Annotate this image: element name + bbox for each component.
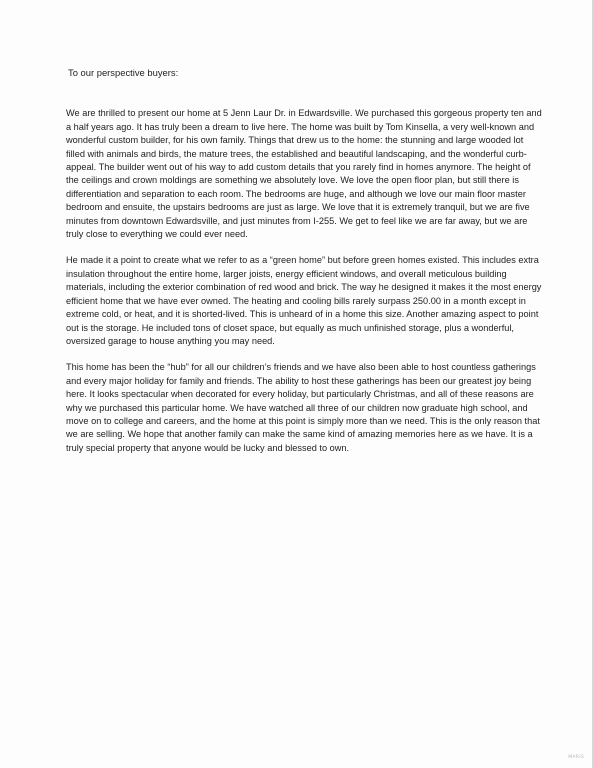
paragraph-hub: This home has been the “hub” for all our children’s friends and we have also been able to host countless gatherings and every major holiday for family and friends. The ability to host these gatherings has been our greatest joy being here. It looks spectacular when decorated for every holiday, but particularly Christmas, and all of these reasons are why we purchased this particular home. We have watched all three of our children now graduate high school, and move on to college and careers, and the home at this point is simply more than we need. This is the only reason that we are selling. We hope that another family can make the same kind of amazing memories here as we have. It is a truly special property that anyone would be lucky and blessed to own. xyxy=(66,362,540,453)
paragraph-intro: We are thrilled to present our home at 5 Jenn Laur Dr. in Edwardsville. We purchased this gorgeous property ten and a half years ago. It has truly been a dream to live here. The home was built by Tom Kinsella, a very well-known and wonderful custom builder, for his own family. Things that drew us to the home: the stunning and large wooded lot filled with animals and birds, the mature trees, the established and beautiful landscaping, and the wonderful curb-appeal. The builder went out of his way to add custom details that you rarely find in homes anymore. The height of the ceilings and crown moldings are something we absolutely love. We love the open floor plan, but still there is differentiation and separation to each room. The bedrooms are huge, and although we love our main floor master bedroom and ensuite, the upstairs bedrooms are just as large. We love that it is extremely tranquil, but we are five minutes from downtown Edwardsville, and just minutes from I-255. We get to feel like we are far away, but we are truly close to everything we could ever need. xyxy=(66,108,542,240)
letter-body xyxy=(66,66,542,468)
paragraph-green-home: He made it a point to create what we refer to as a “green home” but before green homes existed. This includes extra insulation throughout the entire home, larger joists, energy efficient windows, and overall meticulous building materials, including the exterior combination of red wood and brick. The way he designed it makes it the most energy efficient home that we have ever owned. The heating and cooling bills rarely surpass 250.00 in a month except in extreme cold, or heat, and it is shorted-lived. This is unheard of in a home this size. Another amazing aspect to point out is the storage. He included tons of closet space, but equally as much unfinished storage, plus a wonderful, oversized garage to house anything you may need. xyxy=(66,255,542,346)
salutation: To our perspective buyers: xyxy=(68,67,179,78)
scan-watermark: MARIS xyxy=(568,755,584,760)
